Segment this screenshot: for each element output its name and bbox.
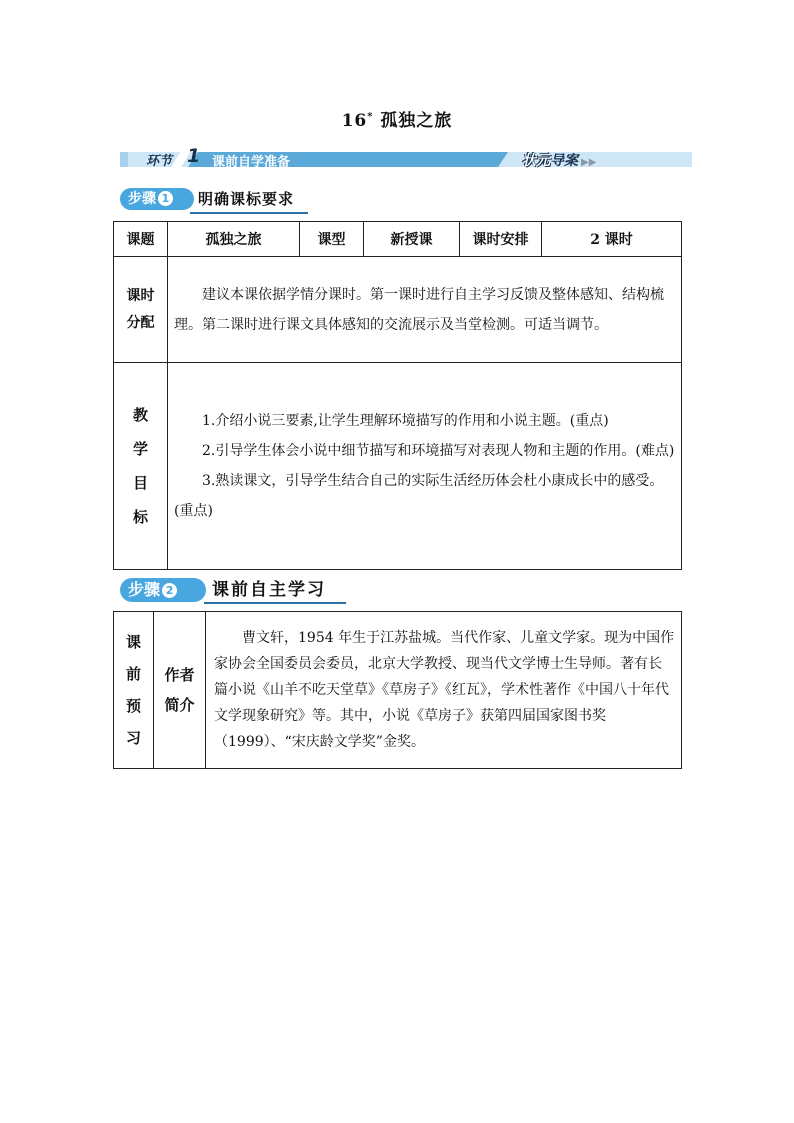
step2-pill <box>120 578 206 602</box>
goals-label-text: 教学目标 <box>132 406 148 526</box>
goals-text <box>168 363 682 570</box>
step1-pill <box>120 188 194 210</box>
banner-brand <box>522 150 596 170</box>
step2-number-icon: 2 <box>162 583 177 598</box>
type-value: 新授课 <box>364 222 460 257</box>
author-label <box>154 612 206 769</box>
banner-segment-number: 1 <box>187 145 201 167</box>
step1-label: 明确课标要求 <box>198 190 295 208</box>
goal-item-3: 3.熟读课文，引导学生结合自己的实际生活经历体会杜小康成长中的感受。(重点) <box>174 473 664 519</box>
brand-part1: 状元 <box>522 153 550 169</box>
allocation-text <box>168 257 682 363</box>
brand-part2: 导案 <box>550 153 578 169</box>
banner-band <box>120 149 692 169</box>
topic-label: 课题 <box>114 222 168 257</box>
banner-segment-title: 课前自学准备 <box>212 155 291 170</box>
step1-underline <box>190 212 308 214</box>
lesson-number: 16 <box>341 111 368 131</box>
author-label-text: 作者简介 <box>164 666 195 714</box>
lesson-info-table <box>113 221 682 570</box>
schedule-value: 2 课时 <box>542 222 682 257</box>
preview-label <box>114 612 154 769</box>
step1-pill-text: 步骤 <box>128 191 156 207</box>
goal-item-1: 1.介绍小说三要素,让学生理解环境描写的作用和小说主题。(重点) <box>202 413 609 429</box>
step1-number-icon: 1 <box>158 191 173 206</box>
allocation-label-text: 课时分配 <box>126 287 155 331</box>
step2-header <box>120 578 350 602</box>
step2-pill-text: 步骤 <box>128 580 161 599</box>
section-banner <box>120 145 692 170</box>
page-title <box>0 106 794 131</box>
allocation-paragraph: 建议本课依据学情分课时。第一课时进行自主学习反馈及整体感知、结构梳理。第二课时进行课文具体感知的交流展示及当堂检测。可适当调节。 <box>174 286 664 333</box>
goal-item-2: 2.引导学生体会小说中细节描写和环境描写对表现人物和主题的作用。(难点) <box>202 443 675 459</box>
author-text <box>206 612 682 769</box>
schedule-label: 课时安排 <box>460 222 542 257</box>
banner-segment-label: 环节 <box>146 154 173 169</box>
step1-header <box>120 188 310 212</box>
allocation-label <box>114 257 168 363</box>
author-paragraph: 曹文轩，1954 年生于江苏盐城。当代作家、儿童文学家。现为中国作家协会全国委员会委员，北京大学教授、现当代文学博士生导师。著有长篇小说《山羊不吃天堂草》《草房子》《红瓦》，学术性著作《中国八十年代文学现象研究》等。其中，小说《草房子》获第四届国家图书奖（1999）、“宋庆龄文学奖”金奖。 <box>214 630 675 750</box>
brand-arrow-icon: ▶▶ <box>581 157 597 168</box>
author-row <box>114 612 682 769</box>
preview-label-text: 课前预习 <box>126 633 142 747</box>
preview-table <box>113 611 682 769</box>
goals-label <box>114 363 168 570</box>
step2-underline <box>204 602 346 604</box>
lesson-title: 孤独之旅 <box>380 111 453 131</box>
type-label: 课型 <box>300 222 364 257</box>
goals-row <box>114 363 682 570</box>
table-header-row <box>114 222 682 257</box>
allocation-row <box>114 257 682 363</box>
step2-label: 课前自主学习 <box>212 580 326 600</box>
lesson-star: * <box>367 111 374 123</box>
topic-value: 孤独之旅 <box>168 222 300 257</box>
